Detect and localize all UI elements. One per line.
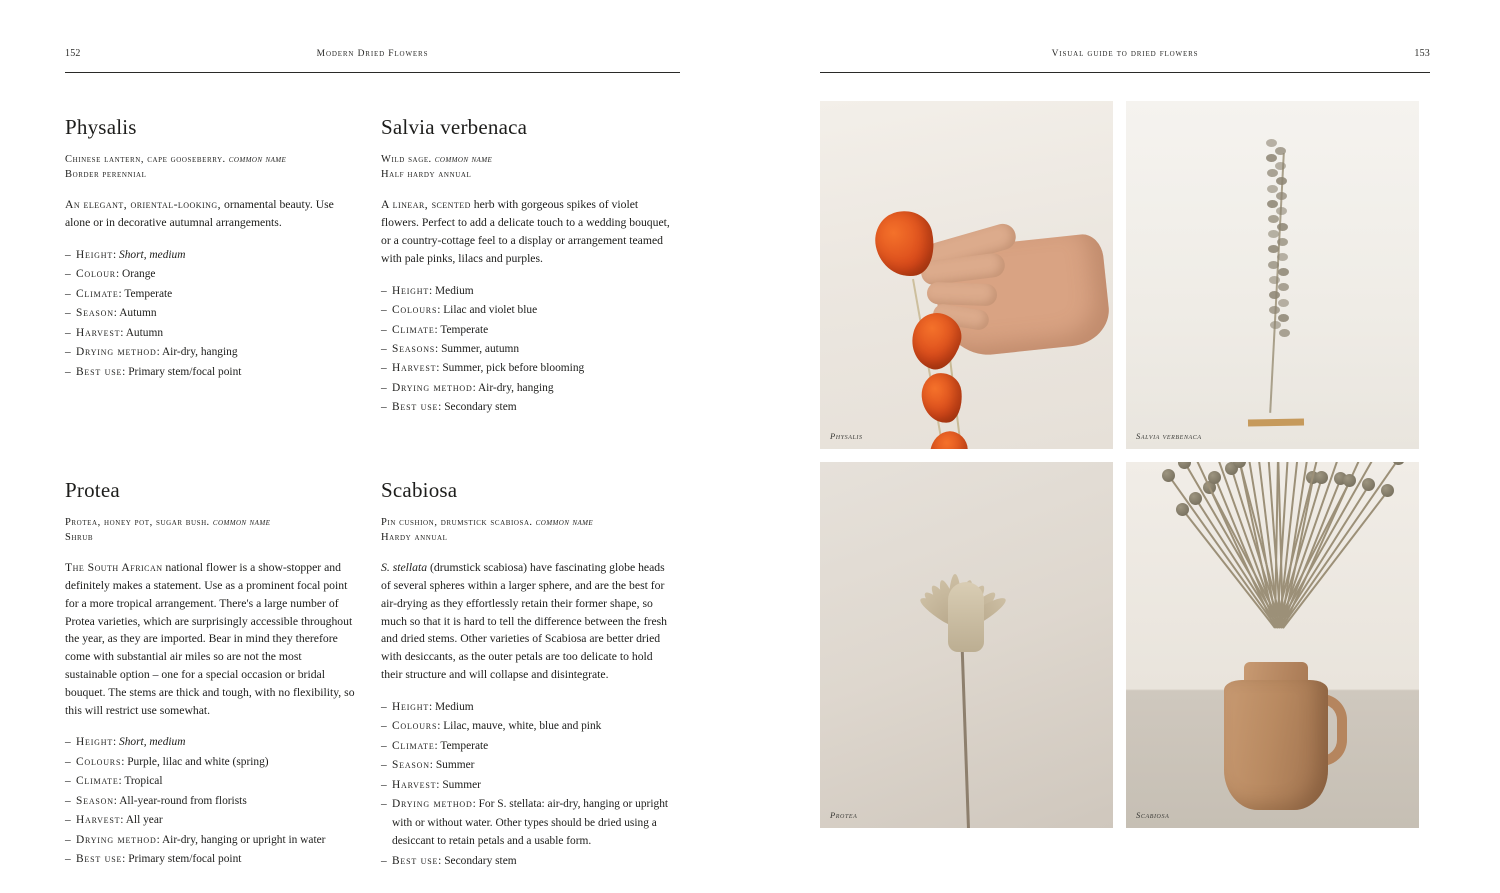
salvia-bud bbox=[1266, 139, 1277, 147]
plant-type: Hardy annual bbox=[381, 532, 448, 544]
spec-item bbox=[65, 733, 355, 751]
spec-item bbox=[65, 285, 355, 303]
plant-type: Shrub bbox=[65, 532, 94, 544]
spec-value: Medium bbox=[435, 700, 474, 713]
spec-body: Season: Summer bbox=[392, 759, 475, 772]
spec-body: Best use: Secondary stem bbox=[392, 401, 517, 414]
salvia-flower-head bbox=[1266, 139, 1288, 339]
spec-value: Tropical bbox=[124, 775, 163, 788]
spec-label: Colours bbox=[392, 304, 438, 317]
spec-body: Colours: Lilac, mauve, white, blue and pink bbox=[392, 720, 602, 733]
photo-caption: Salvia verbenaca bbox=[1136, 431, 1202, 441]
entry-meta bbox=[65, 152, 355, 182]
intro-lead: S. stellata bbox=[381, 561, 428, 575]
salvia-bud bbox=[1269, 276, 1280, 284]
salvia-bud bbox=[1278, 314, 1289, 322]
spec-label: Drying method bbox=[392, 798, 473, 811]
entry-meta bbox=[65, 515, 355, 545]
spec-label: Best use bbox=[392, 854, 439, 867]
spec-item bbox=[381, 698, 671, 716]
spec-item bbox=[65, 304, 355, 322]
spec-body: Best use: Primary stem/focal point bbox=[76, 365, 242, 378]
spec-body: Drying method: Air-dry, hanging or upright in water bbox=[76, 833, 326, 846]
spec-body: Drying method: Air-dry, hanging bbox=[392, 381, 554, 394]
salvia-bud bbox=[1267, 185, 1278, 193]
entry-meta bbox=[381, 152, 671, 182]
spec-item bbox=[65, 850, 355, 868]
spec-list bbox=[381, 698, 671, 870]
spec-item bbox=[381, 795, 671, 850]
salvia-bud bbox=[1278, 268, 1289, 276]
plant-type: Half hardy annual bbox=[381, 169, 472, 181]
spec-label: Harvest bbox=[392, 778, 437, 791]
spec-dash: – bbox=[381, 739, 387, 752]
entry-title: Scabiosa bbox=[381, 477, 458, 502]
salvia-bud bbox=[1276, 207, 1287, 215]
salvia-bud bbox=[1278, 283, 1289, 291]
spec-label: Climate bbox=[76, 287, 119, 300]
spec-value: Summer bbox=[442, 778, 481, 791]
salvia-bud bbox=[1267, 200, 1278, 208]
scabiosa-head bbox=[1362, 478, 1375, 491]
entry-salvia-verbenaca bbox=[381, 115, 671, 418]
running-head-left bbox=[65, 48, 680, 68]
spec-body: Height: Short, medium bbox=[76, 736, 186, 749]
spec-item bbox=[381, 321, 671, 339]
spec-body: Harvest: Summer bbox=[392, 778, 481, 791]
common-names: Protea, honey pot, sugar bush bbox=[65, 516, 207, 528]
spec-value: Short, medium bbox=[119, 736, 186, 749]
spec-item bbox=[381, 359, 671, 377]
spec-dash: – bbox=[381, 401, 387, 414]
spec-label: Height bbox=[392, 700, 430, 713]
spec-item bbox=[381, 282, 671, 300]
spec-label: Colours bbox=[392, 720, 438, 733]
folio-left: 152 bbox=[65, 48, 81, 59]
running-head-title-right: Visual guide to dried flowers bbox=[1051, 49, 1199, 59]
spec-value: Air-dry, hanging bbox=[477, 381, 554, 394]
salvia-bud bbox=[1276, 192, 1287, 200]
spec-value: Primary stem/focal point bbox=[128, 365, 242, 378]
spec-dash: – bbox=[65, 736, 71, 749]
spec-label: Colour bbox=[76, 268, 116, 281]
spec-label: Height bbox=[392, 284, 430, 297]
entry-title: Physalis bbox=[65, 115, 137, 139]
spec-body: Drying method: For S. stellata: air-dry, hanging or upright with or without water. Other types should be dried using a desiccant to retain petals and a usable form. bbox=[392, 798, 669, 848]
common-name-label: . common name bbox=[222, 154, 287, 165]
salvia-bud bbox=[1270, 321, 1281, 329]
spec-body: Season: All-year-round from florists bbox=[76, 794, 247, 807]
salvia-bud bbox=[1269, 306, 1280, 314]
spec-label: Season bbox=[392, 759, 430, 772]
spec-value: Lilac and violet blue bbox=[443, 304, 538, 317]
scabiosa-head bbox=[1315, 471, 1328, 484]
scabiosa-head bbox=[1381, 484, 1394, 497]
salvia-bud bbox=[1278, 299, 1289, 307]
spec-label: Drying method bbox=[392, 381, 473, 394]
spec-item bbox=[65, 343, 355, 361]
spec-dash: – bbox=[65, 326, 71, 339]
scabiosa-head bbox=[1343, 474, 1356, 487]
spec-dash: – bbox=[381, 284, 387, 297]
photo-physalis bbox=[820, 101, 1113, 449]
scabiosa-head bbox=[1189, 492, 1202, 505]
entry-title: Protea bbox=[65, 477, 120, 502]
salvia-bud bbox=[1268, 245, 1279, 253]
spec-dash: – bbox=[65, 365, 71, 378]
spec-value: Temperate bbox=[440, 739, 489, 752]
spec-label: Season bbox=[76, 794, 114, 807]
spec-dash: – bbox=[65, 755, 71, 768]
spec-item bbox=[381, 776, 671, 794]
spec-label: Harvest bbox=[392, 362, 437, 375]
spec-body: Drying method: Air-dry, hanging bbox=[76, 346, 238, 359]
spec-label: Height bbox=[76, 249, 114, 261]
entry-intro bbox=[65, 196, 355, 232]
spec-label: Drying method bbox=[76, 346, 157, 359]
spec-item bbox=[65, 324, 355, 342]
spec-value: Autumn bbox=[119, 307, 157, 320]
spec-item bbox=[381, 737, 671, 755]
spec-label: Best use bbox=[76, 365, 123, 378]
spec-value: Air-dry, hanging bbox=[161, 346, 238, 359]
spec-item bbox=[65, 792, 355, 810]
photo-caption: Protea bbox=[830, 810, 858, 820]
spec-value: Summer bbox=[435, 759, 475, 772]
spec-body: Colours: Purple, lilac and white (spring) bbox=[76, 755, 269, 768]
spec-value: Purple, lilac and white (spring) bbox=[127, 755, 269, 768]
spec-label: Climate bbox=[392, 323, 435, 336]
spec-body: Colours: Lilac and violet blue bbox=[392, 304, 538, 317]
salvia-bud bbox=[1268, 215, 1279, 223]
spec-body: Seasons: Summer, autumn bbox=[392, 342, 520, 355]
spec-dash: – bbox=[381, 798, 387, 811]
spec-label: Harvest bbox=[76, 814, 121, 827]
common-names: Wild sage bbox=[381, 154, 429, 165]
header-rule-right bbox=[820, 72, 1430, 73]
spec-item bbox=[381, 301, 671, 319]
entry-scabiosa bbox=[381, 478, 671, 871]
spec-item bbox=[381, 717, 671, 735]
common-name-label: . common name bbox=[428, 154, 493, 165]
spec-dash: – bbox=[65, 346, 71, 359]
spec-body: Best use: Secondary stem bbox=[392, 854, 517, 867]
salvia-bud bbox=[1269, 291, 1280, 299]
spec-value: Short, medium bbox=[119, 249, 186, 261]
spec-dash: – bbox=[381, 700, 387, 713]
salvia-bud bbox=[1277, 253, 1288, 261]
salvia-bud bbox=[1275, 147, 1286, 155]
spec-body: Height: Short, medium bbox=[76, 249, 186, 261]
intro-rest: ornamental beauty. Use alone or in decorative autumnal arrangements. bbox=[65, 198, 334, 230]
entry-physalis bbox=[65, 115, 355, 418]
scabiosa-head bbox=[1176, 503, 1189, 516]
salvia-bud bbox=[1277, 238, 1288, 246]
spec-label: Best use bbox=[392, 401, 439, 414]
spec-dash: – bbox=[65, 307, 71, 320]
spec-value: Temperate bbox=[440, 323, 489, 336]
entry-row-bottom bbox=[65, 478, 680, 871]
photo-protea bbox=[820, 462, 1113, 828]
common-name-label: . common name bbox=[529, 516, 594, 528]
spec-body: Best use: Primary stem/focal point bbox=[76, 853, 242, 866]
spec-item bbox=[65, 831, 355, 849]
spec-body: Climate: Tropical bbox=[76, 775, 163, 788]
spec-label: Harvest bbox=[76, 326, 121, 339]
intro-lead: The South African bbox=[65, 561, 163, 575]
scabiosa-head bbox=[1162, 469, 1175, 482]
spec-item bbox=[65, 265, 355, 283]
spec-value: Summer, pick before blooming bbox=[442, 362, 585, 375]
spec-body: Climate: Temperate bbox=[392, 739, 489, 752]
spec-label: Colours bbox=[76, 755, 122, 768]
folio-right: 153 bbox=[1414, 48, 1430, 59]
spec-dash: – bbox=[65, 268, 71, 281]
entry-intro bbox=[381, 196, 671, 267]
spec-value: Autumn bbox=[125, 326, 164, 339]
salvia-bud bbox=[1279, 329, 1290, 337]
spec-body: Colour: Orange bbox=[76, 268, 156, 281]
salvia-bud bbox=[1267, 169, 1278, 177]
spec-value: All-year-round from florists bbox=[119, 794, 247, 807]
spec-dash: – bbox=[65, 853, 71, 866]
intro-lead: An elegant, oriental-looking, bbox=[65, 198, 222, 212]
spec-body: Harvest: All year bbox=[76, 814, 163, 827]
entry-intro bbox=[65, 559, 355, 719]
photo-caption: Physalis bbox=[830, 431, 863, 441]
spec-body: Height: Medium bbox=[392, 700, 474, 713]
spec-dash: – bbox=[381, 381, 387, 394]
photo-grid bbox=[820, 101, 1430, 828]
spec-label: Climate bbox=[392, 739, 435, 752]
spec-item bbox=[65, 772, 355, 790]
spec-value: Orange bbox=[121, 268, 156, 281]
photo-scabiosa bbox=[1126, 462, 1419, 828]
spec-list bbox=[65, 246, 355, 381]
photo-salvia-verbenaca bbox=[1126, 101, 1419, 449]
spec-dash: – bbox=[381, 759, 387, 772]
terracotta-jug bbox=[1224, 680, 1328, 810]
spec-item bbox=[381, 340, 671, 358]
spec-value: Air-dry, hanging or upright in water bbox=[161, 833, 326, 846]
spec-value: Primary stem/focal point bbox=[128, 853, 242, 866]
intro-lead: A linear, scented bbox=[381, 198, 471, 212]
spec-dash: – bbox=[65, 775, 71, 788]
photo-caption: Scabiosa bbox=[1136, 810, 1170, 820]
masking-tape bbox=[1248, 419, 1304, 427]
spec-value: All year bbox=[125, 814, 163, 827]
salvia-bud bbox=[1276, 177, 1287, 185]
spec-value: Lilac, mauve, white, blue and pink bbox=[443, 720, 602, 733]
spec-dash: – bbox=[65, 794, 71, 807]
spec-dash: – bbox=[65, 833, 71, 846]
spec-body: Harvest: Summer, pick before blooming bbox=[392, 362, 585, 375]
entry-meta bbox=[381, 515, 671, 545]
spec-dash: – bbox=[381, 778, 387, 791]
salvia-bud bbox=[1275, 162, 1286, 170]
spec-value: Secondary stem bbox=[444, 854, 517, 867]
salvia-bud bbox=[1268, 230, 1279, 238]
spec-body: Climate: Temperate bbox=[392, 323, 489, 336]
salvia-bud bbox=[1268, 261, 1279, 269]
spec-label: Best use bbox=[76, 853, 123, 866]
spec-dash: – bbox=[381, 342, 387, 355]
spec-item bbox=[381, 398, 671, 416]
header-rule-left bbox=[65, 72, 680, 73]
entry-protea bbox=[65, 478, 355, 871]
spec-dash: – bbox=[381, 362, 387, 375]
salvia-bud bbox=[1277, 223, 1288, 231]
plant-type: Border perennial bbox=[65, 169, 147, 181]
spec-item bbox=[381, 379, 671, 397]
spec-list bbox=[65, 733, 355, 868]
spec-value: Summer, autumn bbox=[441, 342, 520, 355]
entry-row-top bbox=[65, 115, 680, 418]
spec-body: Climate: Temperate bbox=[76, 287, 173, 300]
spec-item bbox=[65, 753, 355, 771]
spec-item bbox=[381, 852, 671, 870]
finger-shape bbox=[927, 282, 998, 306]
spec-label: Drying method bbox=[76, 833, 157, 846]
protea-core bbox=[948, 582, 984, 652]
right-page bbox=[750, 0, 1500, 893]
spec-list bbox=[381, 282, 671, 417]
spec-item bbox=[65, 811, 355, 829]
spec-label: Seasons bbox=[392, 342, 436, 355]
running-head-title-left: Modern Dried Flowers bbox=[316, 49, 429, 59]
spec-item bbox=[65, 246, 355, 264]
spec-label: Climate bbox=[76, 775, 119, 788]
spec-dash: – bbox=[381, 854, 387, 867]
spec-dash: – bbox=[381, 720, 387, 733]
spec-label: Height bbox=[76, 736, 114, 749]
intro-rest: herb with gorgeous spikes of violet flowers. Perfect to add a delicate touch to a wedding bouquet, or a country-cottage feel to a display or arrangement teamed with pale pinks, lilacs and purples. bbox=[381, 198, 670, 265]
spec-body: Harvest: Autumn bbox=[76, 326, 164, 339]
common-name-label: . common name bbox=[206, 516, 271, 528]
common-names: Chinese lantern, cape gooseberry bbox=[65, 154, 223, 165]
running-head-right bbox=[820, 48, 1430, 68]
spec-dash: – bbox=[65, 249, 71, 261]
spec-dash: – bbox=[381, 304, 387, 317]
spec-value: For S. stellata: air-dry, hanging or upright with or without water. Other types should be dried using a desiccant to retain petals and a usable form. bbox=[392, 798, 669, 848]
spec-item bbox=[381, 756, 671, 774]
entry-intro bbox=[381, 559, 671, 683]
spec-value: Secondary stem bbox=[444, 401, 517, 414]
spec-body: Height: Medium bbox=[392, 284, 474, 297]
common-names: Pin cushion, drumstick scabiosa bbox=[381, 516, 530, 528]
spec-value: Temperate bbox=[124, 287, 173, 300]
intro-rest: national flower is a show-stopper and definitely makes a statement. Use as a prominent focal point for a more tropical arrangement. There's a large number of Protea varieties, which are surprisingly accessible throughout the year, as they are imported. Bear in mind they therefore come with substantial air miles so are not the most sustainable option – one for a special occasion or bridal bouquet. The stems are thick and tough, with no flexibility, so this will restrict use somewhat. bbox=[65, 561, 355, 717]
spec-dash: – bbox=[65, 287, 71, 300]
intro-rest: (drumstick scabiosa) have fascinating globe heads of several spheres within a larger sphere, and are the best for air-drying as they effortlessly retain their former shape, so much so that it is hard to tell the difference between the fresh and dried stems. Other varieties of Scabiosa are better dried with desiccants, as the outer petals are too delicate to hold their structure and will collapse and disintegrate. bbox=[381, 561, 668, 681]
spec-item bbox=[65, 363, 355, 381]
entry-title: Salvia verbenaca bbox=[381, 115, 528, 139]
spec-dash: – bbox=[381, 323, 387, 336]
spec-body: Season: Autumn bbox=[76, 307, 157, 320]
spec-label: Season bbox=[76, 307, 114, 320]
spec-value: Medium bbox=[435, 284, 474, 297]
spec-dash: – bbox=[65, 814, 71, 827]
salvia-bud bbox=[1266, 154, 1277, 162]
